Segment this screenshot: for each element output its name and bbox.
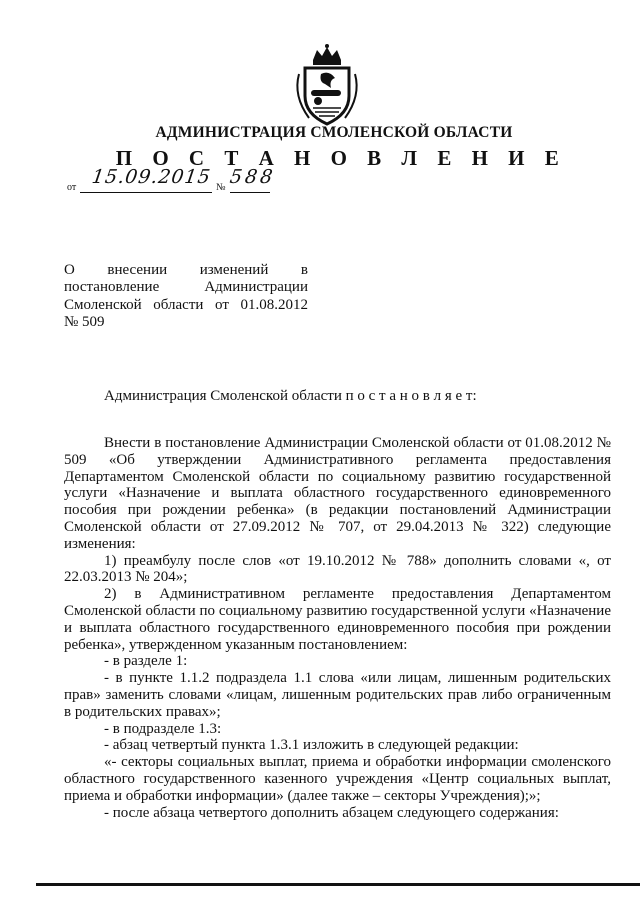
body-paragraph: - в разделе 1:	[104, 653, 188, 670]
subject-line: Смоленской области от 01.08.2012	[64, 296, 308, 313]
body-paragraph: - в пункте 1.1.2 подраздела 1.1 слова «или лицам, лишенным родительских прав» заменить словами «лицам, лишенным родительских прав либо ограниченным в родительских правах»;	[64, 670, 611, 720]
document-type-title: П О С Т А Н О В Л Е Н И Е	[115, 146, 567, 170]
preamble: Администрация Смоленской области п о с т а н о в л я е т:	[104, 388, 477, 404]
subject-line: О внесении изменений в	[64, 262, 308, 278]
document-number: 588	[228, 166, 277, 188]
body-paragraph: - абзац четвертый пункта 1.3.1 изложить в следующей редакции:	[104, 737, 519, 754]
subject-line: постановление Администрации	[64, 279, 308, 296]
coat-of-arms-icon	[291, 44, 363, 128]
body-paragraph: 2) в Административном регламенте предоставления Департаментом Смоленской области по социальному развитию государственной услуги «Назначение и выплата областного государственного единовременного пособия при рождении ребенка», утвержденном указанным постановлением:	[64, 586, 611, 653]
number-underline	[230, 192, 270, 193]
body-paragraph: «- секторы социальных выплат, приема и обработки информации смоленского областного государственного казенного учреждения «Центр социальных выплат, приема и обработки информации» (далее также – секторы Учреждения);»;	[64, 754, 611, 804]
body-paragraph: - после абзаца четвертого дополнить абзацем следующего содержания:	[104, 804, 559, 821]
body-paragraph: Внести в постановление Администрации Смоленской области от 01.08.2012 № 509 «Об утверждении Административного регламента предоставления Департаментом Смоленской области по социальному развитию государственной услуги «Назначение и выплата областного государственного единовременного пособия при рождении ребенка» (в редакции постановлений Администрации Смоленской области от 27.09.2012 № 707, от 29.04.2013 № 322) следующие изменения:	[64, 435, 611, 552]
subject-line: № 509	[64, 314, 105, 331]
document-date: 15.09.2015	[90, 166, 213, 188]
document-subject	[64, 262, 308, 332]
number-prefix: №	[216, 182, 226, 193]
body-paragraph: - в подразделе 1.3:	[104, 720, 222, 737]
date-underline	[80, 192, 212, 193]
bottom-divider	[36, 883, 640, 886]
document-body	[64, 435, 611, 821]
date-prefix: от	[67, 182, 77, 193]
organization-name: АДМИНИСТРАЦИЯ СМОЛЕНСКОЙ ОБЛАСТИ	[155, 124, 513, 141]
body-paragraph: 1) преамбулу после слов «от 19.10.2012 № 788» дополнить словами «, от 22.03.2013 № 204»;	[64, 552, 611, 586]
